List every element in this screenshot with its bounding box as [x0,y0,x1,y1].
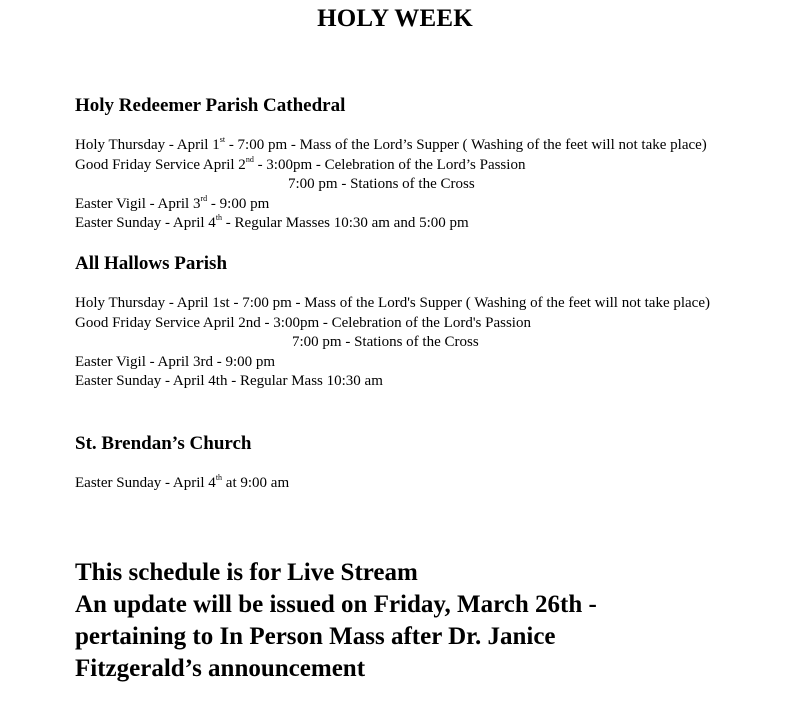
schedule-line: Easter Vigil - April 3rd - 9:00 pm [75,193,270,212]
section-st-brendans [75,433,775,533]
notice-line: This schedule is for Live Stream [75,559,418,586]
schedule-line: Holy Thursday - April 1st - 7:00 pm - Mass of the Lord's Supper ( Washing of the feet will not take place) [75,295,710,311]
schedule-line: Easter Sunday - April 4th - Regular Mass 10:30 am [75,373,383,389]
section-holy-redeemer [75,95,775,253]
schedule-line: Good Friday Service April 2nd - 3:00pm - Celebration of the Lord’s Passion [75,154,526,173]
notice-line: An update will be issued on Friday, March 26th - [75,591,597,618]
notice-line: pertaining to In Person Mass after Dr. Janice [75,623,556,650]
schedule-lines [75,136,775,234]
schedule-lines [75,294,775,392]
notice-line: Fitzgerald’s announcement [75,655,366,682]
schedule-line: Holy Thursday - April 1st - 7:00 pm - Mass of the Lord’s Supper ( Washing of the feet will not take place) [75,135,707,153]
live-stream-notice [75,557,775,685]
schedule-line: Good Friday Service April 2nd - 3:00pm - Celebration of the Lord's Passion [75,314,531,331]
section-heading: St. Brendan’s Church [75,433,252,454]
page-title: HOLY WEEK [317,5,473,32]
section-heading: All Hallows Parish [75,253,228,274]
schedule-line: Easter Sunday - April 4th at 9:00 am [75,473,290,491]
schedule-line: Easter Sunday - April 4th - Regular Masses 10:30 am and 5:00 pm [75,213,469,231]
schedule-line: 7:00 pm - Stations of the Cross [288,176,475,192]
schedule-lines [75,474,775,494]
section-all-hallows [75,253,775,433]
schedule-line: 7:00 pm - Stations of the Cross [292,334,479,350]
schedule-content [75,95,775,533]
section-heading: Holy Redeemer Parish Cathedral [75,95,346,116]
schedule-line: Easter Vigil - April 3rd - 9:00 pm [75,353,276,370]
